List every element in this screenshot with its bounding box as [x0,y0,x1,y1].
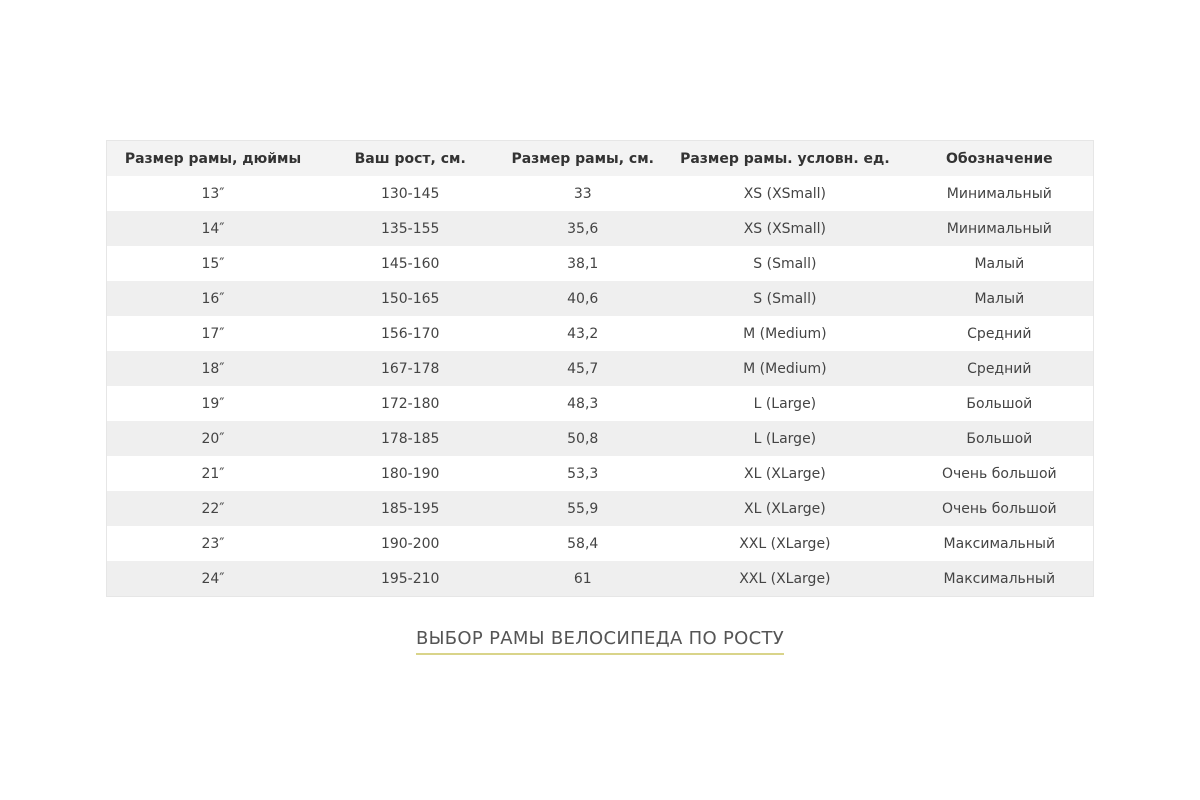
table-row [107,561,1093,596]
header-designation: Обозначение [906,141,1093,176]
header-frame-cm: Размер рамы, см. [501,141,664,176]
cell-designation: Очень большой [906,491,1093,526]
cell-height: 145-160 [319,246,501,281]
cell-height: 156-170 [319,316,501,351]
table-body [107,176,1093,596]
cell-frame-cm: 43,2 [501,316,664,351]
cell-frame-conventional: L (Large) [664,386,906,421]
table-row [107,316,1093,351]
cell-frame-inches: 16″ [107,281,319,316]
cell-frame-conventional: S (Small) [664,246,906,281]
cell-frame-cm: 33 [501,176,664,211]
cell-frame-inches: 15″ [107,246,319,281]
cell-frame-inches: 19″ [107,386,319,421]
cell-frame-inches: 22″ [107,491,319,526]
cell-frame-inches: 24″ [107,561,319,596]
cell-height: 180-190 [319,456,501,491]
cell-frame-inches: 21″ [107,456,319,491]
cell-frame-cm: 35,6 [501,211,664,246]
cell-designation: Большой [906,421,1093,456]
cell-frame-inches: 17″ [107,316,319,351]
table-row [107,526,1093,561]
frame-size-table [107,141,1093,596]
table-row [107,421,1093,456]
cell-designation: Малый [906,281,1093,316]
table-row [107,281,1093,316]
table-row [107,456,1093,491]
cell-frame-conventional: S (Small) [664,281,906,316]
cell-frame-cm: 58,4 [501,526,664,561]
table-header-row [107,141,1093,176]
cell-height: 195-210 [319,561,501,596]
cell-frame-inches: 18″ [107,351,319,386]
cell-frame-inches: 14″ [107,211,319,246]
cell-designation: Максимальный [906,526,1093,561]
cell-frame-inches: 23″ [107,526,319,561]
cell-designation: Очень большой [906,456,1093,491]
cell-frame-cm: 45,7 [501,351,664,386]
cell-height: 167-178 [319,351,501,386]
cell-designation: Минимальный [906,176,1093,211]
cell-frame-conventional: XS (XSmall) [664,211,906,246]
cell-frame-cm: 50,8 [501,421,664,456]
cell-frame-conventional: M (Medium) [664,316,906,351]
header-frame-conventional: Размер рамы. условн. ед. [664,141,906,176]
cell-designation: Максимальный [906,561,1093,596]
cell-height: 130-145 [319,176,501,211]
cell-designation: Средний [906,316,1093,351]
table-row [107,246,1093,281]
table-row [107,351,1093,386]
table-row [107,386,1093,421]
cell-frame-cm: 53,3 [501,456,664,491]
cell-height: 190-200 [319,526,501,561]
cell-designation: Большой [906,386,1093,421]
cell-height: 172-180 [319,386,501,421]
cell-frame-inches: 13″ [107,176,319,211]
header-height: Ваш рост, см. [319,141,501,176]
cell-frame-conventional: L (Large) [664,421,906,456]
size-table-container [106,140,1094,597]
cell-frame-cm: 40,6 [501,281,664,316]
table-row [107,211,1093,246]
cell-frame-cm: 38,1 [501,246,664,281]
cell-frame-conventional: XXL (XLarge) [664,561,906,596]
cell-frame-conventional: XL (XLarge) [664,491,906,526]
cell-frame-conventional: XL (XLarge) [664,456,906,491]
cell-frame-inches: 20″ [107,421,319,456]
header-frame-inches: Размер рамы, дюймы [107,141,319,176]
cell-height: 185-195 [319,491,501,526]
cell-frame-cm: 61 [501,561,664,596]
cell-frame-conventional: XS (XSmall) [664,176,906,211]
cell-height: 135-155 [319,211,501,246]
cell-designation: Минимальный [906,211,1093,246]
cell-height: 178-185 [319,421,501,456]
cell-designation: Малый [906,246,1093,281]
caption-container [0,628,1200,655]
cell-frame-conventional: M (Medium) [664,351,906,386]
cell-frame-conventional: XXL (XLarge) [664,526,906,561]
cell-frame-cm: 55,9 [501,491,664,526]
table-row [107,491,1093,526]
cell-designation: Средний [906,351,1093,386]
cell-frame-cm: 48,3 [501,386,664,421]
table-row [107,176,1093,211]
frame-selection-link[interactable]: ВЫБОР РАМЫ ВЕЛОСИПЕДА ПО РОСТУ [416,628,784,655]
cell-height: 150-165 [319,281,501,316]
